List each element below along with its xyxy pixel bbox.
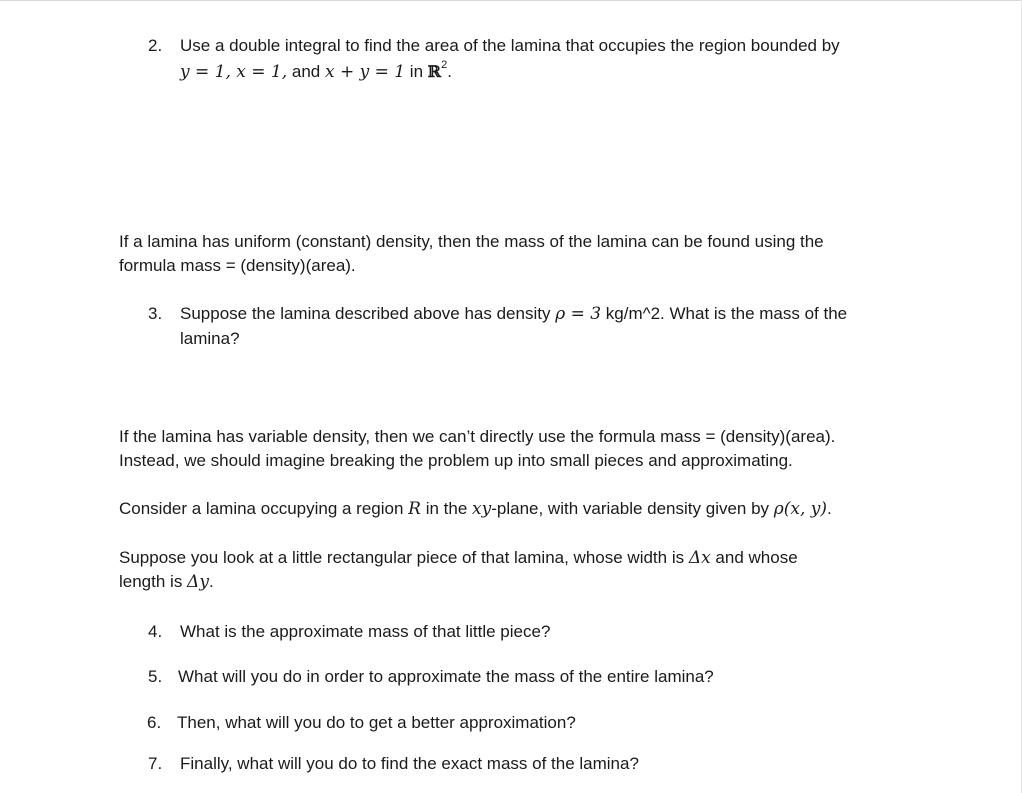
para2-line-2: Instead, we should imagine breaking the problem up into small pieces and approximating. <box>119 451 793 470</box>
para4-dy: Δy <box>187 572 209 592</box>
para4-line-1 <box>119 546 798 570</box>
para4-line2-pre: length is <box>119 572 188 591</box>
q5-text: What will you do in order to approximate the mass of the entire lamina? <box>178 667 714 686</box>
q4-number: 4. <box>148 622 163 641</box>
para3-mid: in the <box>420 499 473 518</box>
para3-pre: Consider a lamina occupying a region <box>119 499 409 518</box>
q6-text: Then, what will you do to get a better approximation? <box>177 713 576 732</box>
q3-line-1 <box>180 302 847 326</box>
q2-period: . <box>447 62 452 81</box>
top-divider <box>0 0 1022 1</box>
q6-number: 6. <box>147 713 162 732</box>
para4-end: . <box>208 572 214 591</box>
q3-rho: ρ = 3 <box>555 304 602 324</box>
q5-number: 5. <box>148 667 163 686</box>
q2-and: and <box>287 62 325 81</box>
q2-superscript: 2 <box>441 59 448 72</box>
para3-region: R <box>408 499 421 519</box>
q3-pre: Suppose the lamina described above has density <box>180 304 556 323</box>
para3-density: ρ(x, y) <box>773 499 828 519</box>
q2-line-1: Use a double integral to find the area of the lamina that occupies the region bounded by <box>180 36 840 55</box>
q2-equation-2: x + y = 1 <box>324 62 406 82</box>
para3-mid2: -plane, with variable density given by <box>491 499 774 518</box>
para4-dx: Δx <box>688 548 711 568</box>
q2-in: in <box>405 62 428 81</box>
para3-line <box>119 497 832 521</box>
para3-xy: xy <box>472 499 492 519</box>
para2-line-1: If the lamina has variable density, then we can’t directly use the formula mass = (density)(area). <box>119 427 836 446</box>
para4-pre: Suppose you look at a little rectangular piece of that lamina, whose width is <box>119 548 689 567</box>
para4-line-2 <box>119 570 214 594</box>
q4-text: What is the approximate mass of that little piece? <box>180 622 551 641</box>
q7-number: 7. <box>148 754 163 773</box>
q3-line-2: lamina? <box>180 329 240 348</box>
q2-equation-1: y = 1, x = 1, <box>180 62 288 82</box>
q7-text: Finally, what will you do to find the exact mass of the lamina? <box>180 754 639 773</box>
q3-post: kg/m^2. What is the mass of the <box>601 304 848 323</box>
para1-line-2: formula mass = (density)(area). <box>119 256 356 275</box>
q2-reals-symbol: ℝ <box>427 62 442 81</box>
q2-line-2 <box>180 60 452 84</box>
q3-number: 3. <box>148 304 163 323</box>
para3-end: . <box>827 499 832 518</box>
para4-post: and whose <box>710 548 798 567</box>
q2-number: 2. <box>148 36 163 55</box>
para1-line-1: If a lamina has uniform (constant) density, then the mass of the lamina can be found using the <box>119 232 824 251</box>
